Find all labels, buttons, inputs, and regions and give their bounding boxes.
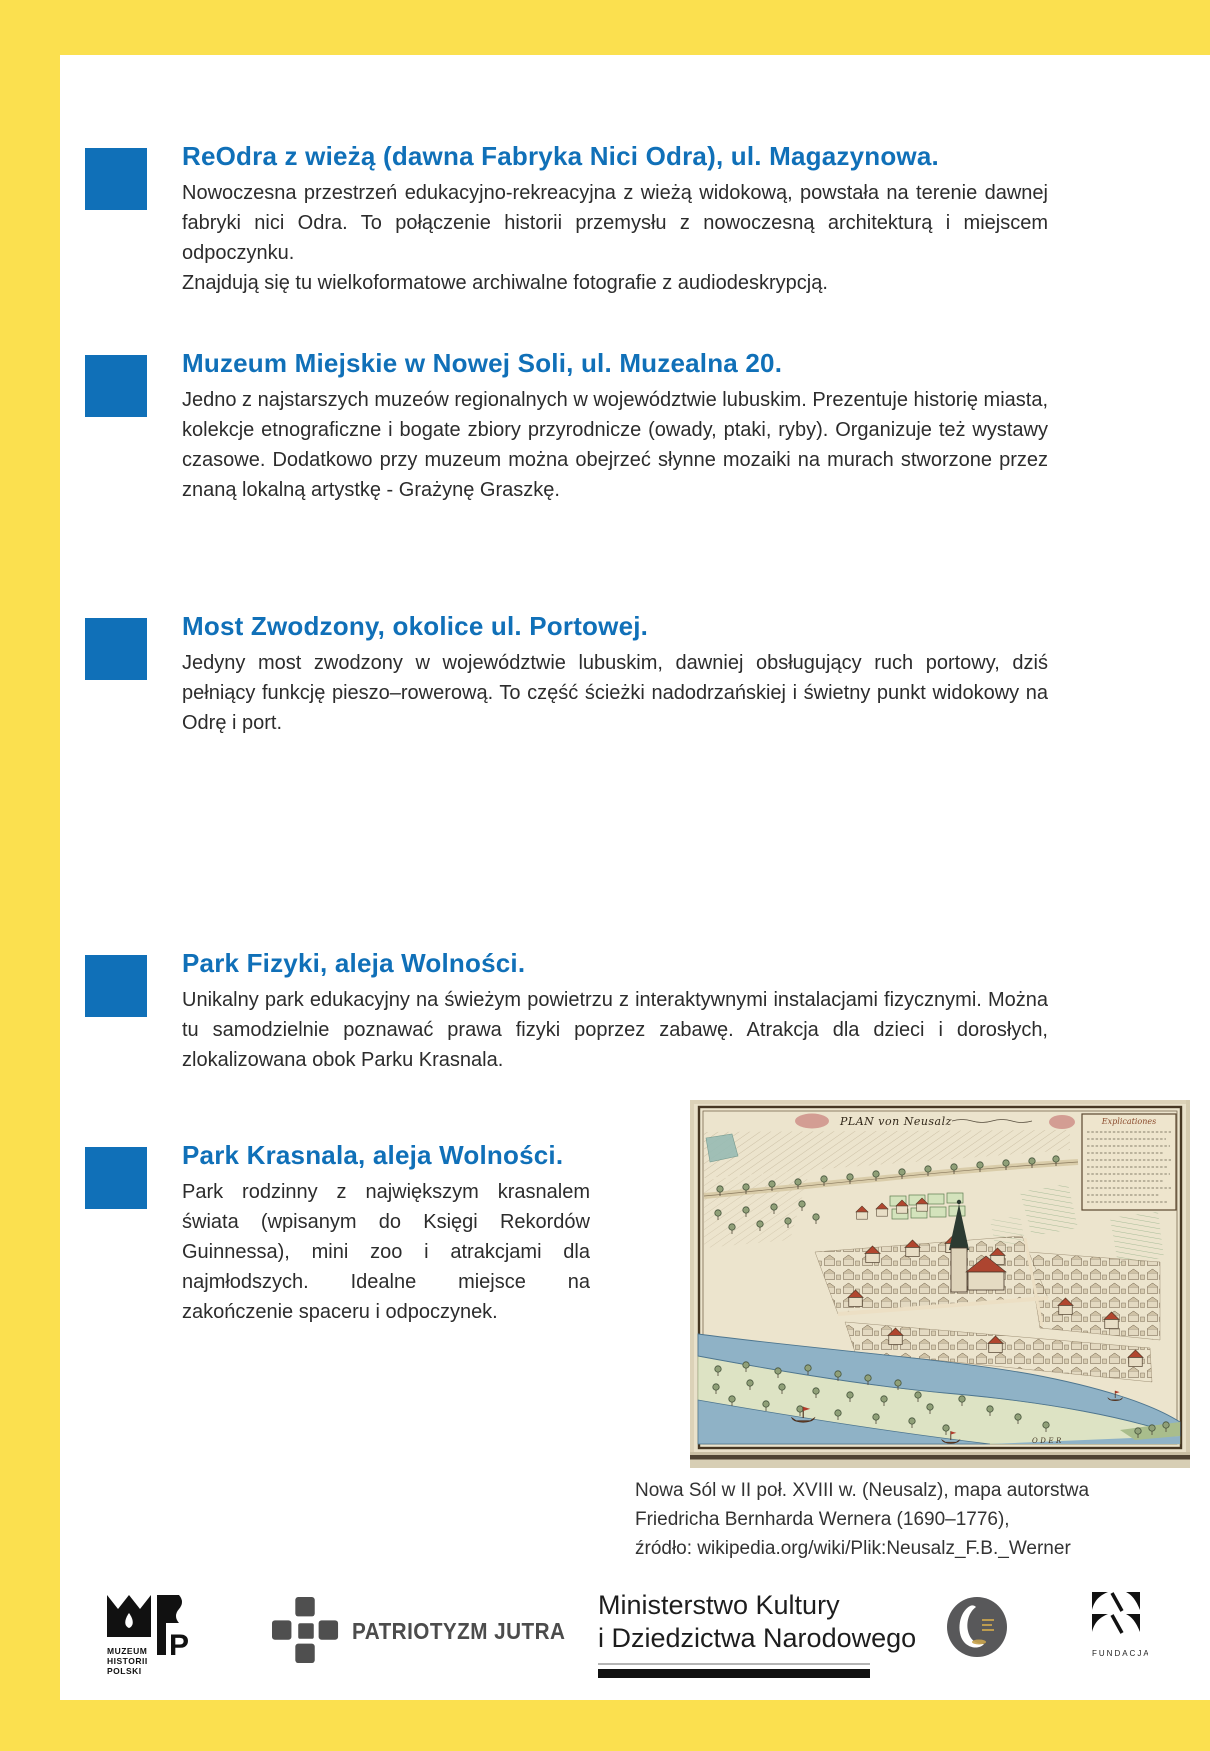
paragraph: Nowoczesna przestrzeń edukacyjno-rekreacyjna z wieżą widokową, powstała na terenie dawnej fabryki nici Odra. To połączenie historii przemysłu z nowoczesną architekturą i miejscem odpoczynku. (182, 182, 1048, 264)
section-heading: ReOdra z wieżą (dawna Fabryka Nici Odra), ul. Magazynowa. (182, 141, 939, 171)
paragraph: Park rodzinny z największym krasnalem świata (wpisanym do Księgi Rekordów Guinnessa), mini zoo i atrakcjami dla najmłodszych. Idealne miejsce na zakończenie spaceru i odpoczynek. (182, 1181, 590, 1323)
bullet-square (85, 148, 147, 210)
patriotyzm-jutra-icon (272, 1597, 340, 1670)
ministry-underline-thick (598, 1669, 870, 1678)
map-caption (635, 1476, 1089, 1563)
mhp-monogram: P (169, 1629, 190, 1662)
ministry-line: i Dziedzictwa Narodowego (598, 1623, 917, 1653)
bullet-square (85, 955, 147, 1017)
bullet-square (85, 618, 147, 680)
fundacja-logo (1090, 1592, 1148, 1671)
bullet-square (85, 355, 147, 417)
section-heading: Park Fizyki, aleja Wolności. (182, 948, 526, 978)
historical-map (690, 1100, 1190, 1468)
fundacja-label: FUNDACJA (1092, 1649, 1148, 1658)
paragraph: Jedno z najstarszych muzeów regionalnych w województwie lubuskim. Prezentuje historię miasta, kolekcje etnograficzne i bogate zbiory przyrodnicze (owady, ptaki, ryby). Organizuje też wystawy czasowe. Dodatkowo przy muzeum można obejrzeć słynne mozaiki na murach stworzone przez znaną lokalną artystkę - Grażynę Graszkę. (182, 389, 1048, 501)
historical-map-svg (690, 1100, 1190, 1468)
map-river-label: ODER (1032, 1437, 1064, 1445)
paragraph: Jedyny most zwodzony w województwie lubuskim, dawniej obsługujący ruch portowy, dziś pełniący funkcję pieszo–rowerową. To część ścieżki nadodrzańskiej i świetny punkt widokowy na Odrę i port. (182, 652, 1048, 734)
map-legend-title: Explicationes (1101, 1117, 1157, 1126)
section-body (182, 648, 1048, 738)
mhp-logo-mark (105, 1593, 200, 1678)
ministry-logo (598, 1589, 916, 1678)
section-heading: Most Zwodzony, okolice ul. Portowej. (182, 611, 649, 641)
section-heading: Park Krasnala, aleja Wolności. (182, 1140, 564, 1170)
ministry-line: Ministerstwo Kultury (598, 1590, 840, 1620)
bullet-square (85, 1147, 147, 1209)
mhp-logo (105, 1593, 200, 1683)
patriotyzm-jutra-label: PATRIOTYZM JUTRA (352, 1618, 566, 1644)
map-photo-edge (690, 1455, 1190, 1460)
caption-line: Friedricha Bernharda Wernera (1690–1776), (635, 1509, 1010, 1530)
foundation-circle-logo (946, 1596, 1008, 1663)
section-body (182, 385, 1048, 505)
section-body (182, 985, 1048, 1075)
map-legend (1082, 1114, 1176, 1210)
ministry-underline-thin (598, 1663, 870, 1665)
mhp-text-line: POLSKI (107, 1666, 142, 1676)
section-body (182, 178, 1048, 298)
section-heading: Muzeum Miejskie w Nowej Soli, ul. Muzealna 20. (182, 348, 783, 378)
mhp-text-line: MUZEUM (107, 1646, 148, 1656)
section-body (182, 1177, 590, 1327)
mhp-text-line: HISTORII (107, 1656, 148, 1666)
fundacja-marks (1092, 1592, 1140, 1633)
flag-icon (157, 1595, 182, 1623)
caption-line: źródło: wikipedia.org/wiki/Plik:Neusalz_F.B._Werner (635, 1538, 1071, 1559)
paragraph: Unikalny park edukacyjny na świeżym powietrzu z interaktywnymi instalacjami fizycznymi. Można tu samodzielnie poznawać prawa fizyki poprzez zabawę. Atrakcja dla dzieci i dorosłych, zlokalizowana obok Parku Krasnala. (182, 989, 1048, 1071)
circle-badge (947, 1597, 1007, 1657)
caption-line: Nowa Sól w II poł. XVIII w. (Neusalz), mapa autorstwa (635, 1480, 1090, 1501)
paragraph: Znajdują się tu wielkoformatowe archiwalne fotografie z audiodeskrypcją. (182, 272, 828, 294)
map-banner-title: PLAN von Neusalz (840, 1115, 952, 1128)
